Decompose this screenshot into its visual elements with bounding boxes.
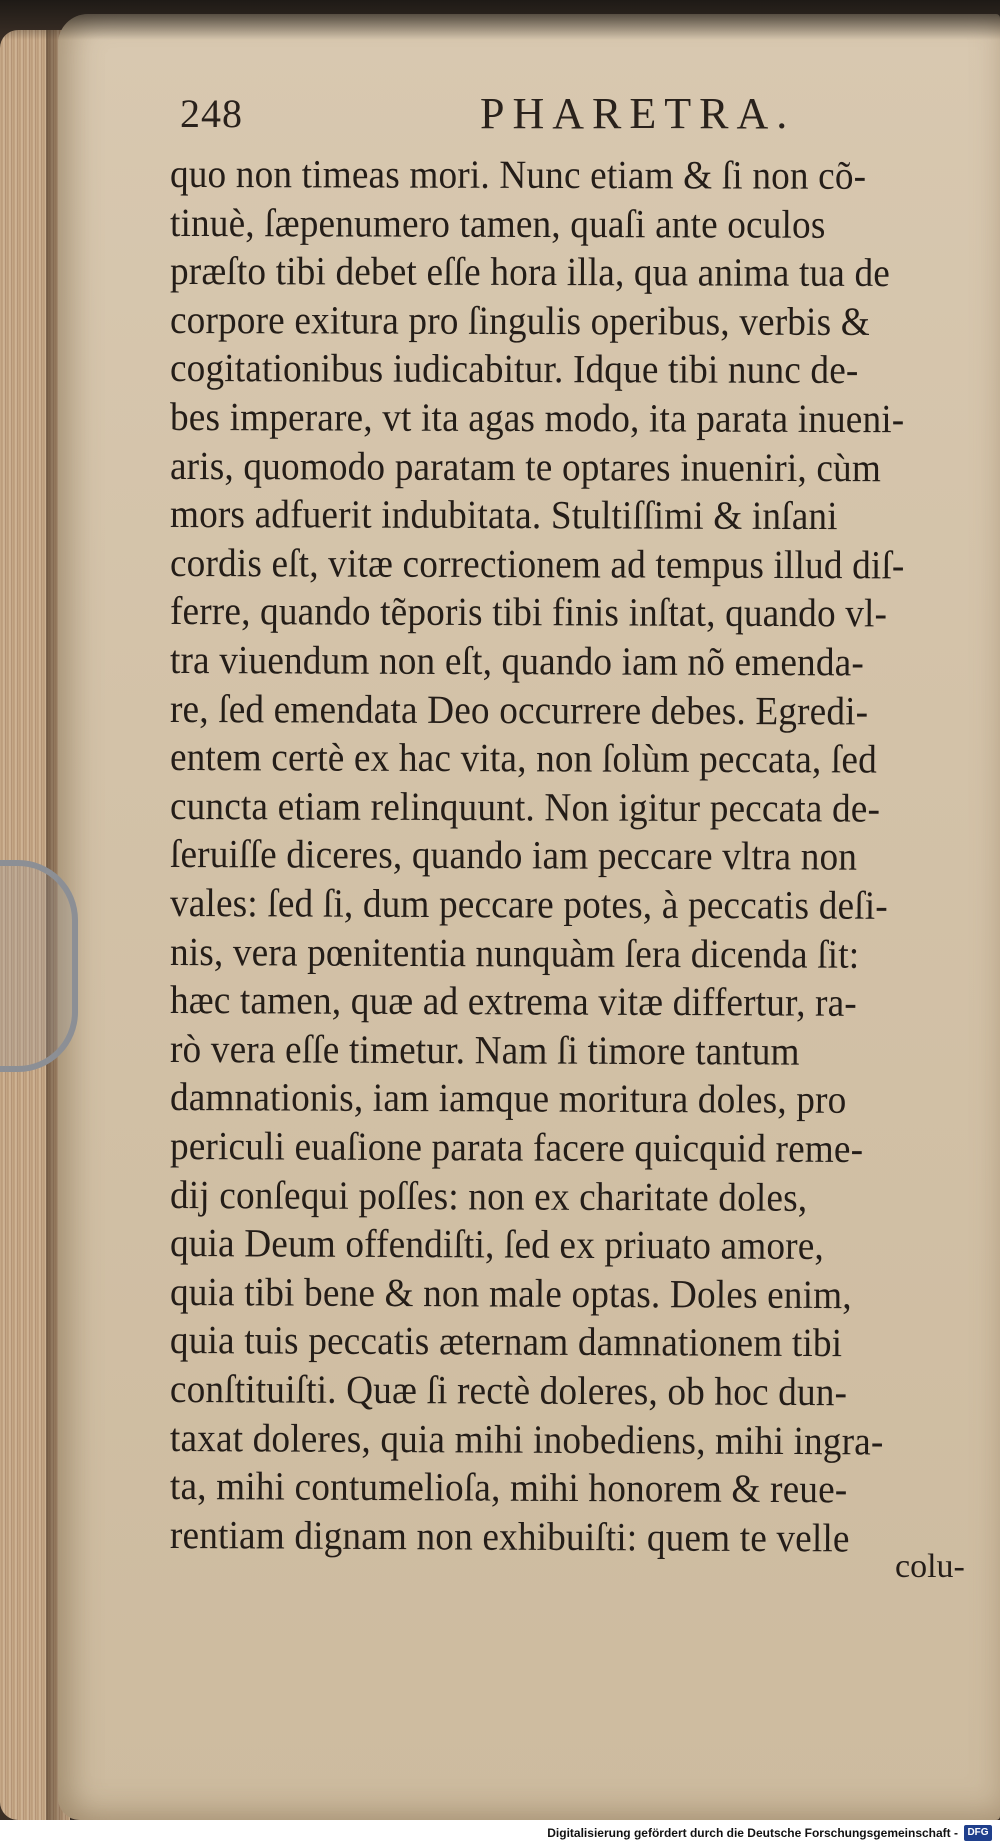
text-line: bes imperare, vt ita agas modo, ita parata inueni- [169,394,905,442]
text-line: entem certè ex hac vita, non ſolùm peccata, ſed [169,734,878,782]
text-line: taxat doleres, quia mihi inobediens, mihi ingra- [169,1414,884,1464]
text-line: periculi euaſione parata facere quicquid reme- [169,1123,864,1172]
text-line: quia tibi bene & non male optas. Doles enim, [169,1268,852,1317]
book-clasp [0,860,78,1072]
text-line: ſeruiſſe diceres, quando iam peccare vltra non [169,831,858,880]
text-line: cogitationibus iudicabitur. Idque tibi nunc de- [169,345,859,393]
text-line: rentiam dignam non exhibuiſti: quem te velle [169,1511,850,1561]
dfg-logo: DFG [964,1825,992,1841]
text-line: tra viuendum non eſt, quando iam nõ emenda- [169,637,865,685]
text-line: quia tuis peccatis æternam damnationem tibi [169,1317,843,1366]
text-line: nis, vera pœnitentia nunquàm ſera dicenda ſit: [169,928,860,977]
text-line: præſto tibi debet eſſe hora illa, qua anima tua de [169,248,891,296]
running-title: PHARETRA. [480,89,796,138]
text-line: mors adfuerit indubitata. Stultiſſimi & inſani [169,491,838,539]
text-line: conſtituiſti. Quæ ſi rectè doleres, ob hoc dun- [169,1366,848,1415]
text-line: re, ſed emendata Deo occurrere debes. Egredi- [169,685,869,734]
text-line: ta, mihi contumelioſa, mihi honorem & reue- [169,1463,848,1512]
text-line: tinuè, ſæpenumero tamen, quaſi ante oculos [169,199,826,247]
text-line: rò vera eſſe timetur. Nam ſi timore tantum [169,1025,800,1074]
catchword: colu- [895,1548,965,1585]
text-line: aris, quomodo paratam te optares inueniri, cùm [169,442,882,490]
digitization-credit: Digitalisierung gefördert durch die Deutsche Forschungsgemeinschaft - [547,1826,958,1840]
text-line: damnationis, iam iamque moritura doles, pro [169,1074,847,1123]
text-line: dij conſequi poſſes: non ex charitate doles, [169,1171,808,1220]
footer-bar [0,1820,1000,1848]
text-line: vales: ſed ſi, dum peccare potes, à peccatis deſi- [169,880,888,928]
running-head [180,90,950,150]
text-line: quia Deum offendiſti, ſed ex priuato amore, [169,1220,825,1269]
top-shadow [0,0,1000,40]
text-line: cuncta etiam relinquunt. Non igitur peccata de- [169,782,881,831]
text-line: cordis eſt, vitæ correctionem ad tempus illud diſ- [169,539,905,588]
text-line: hæc tamen, quæ ad extrema vitæ differtur, ra- [169,977,858,1026]
text-line: corpore exitura pro ſingulis operibus, verbis & [169,296,870,344]
text-line: quo non timeas mori. Nunc etiam & ſi non cõ- [169,151,867,198]
page-number: 248 [180,91,243,136]
text-line: ferre, quando tẽporis tibi finis inſtat, quando vl- [169,588,888,636]
